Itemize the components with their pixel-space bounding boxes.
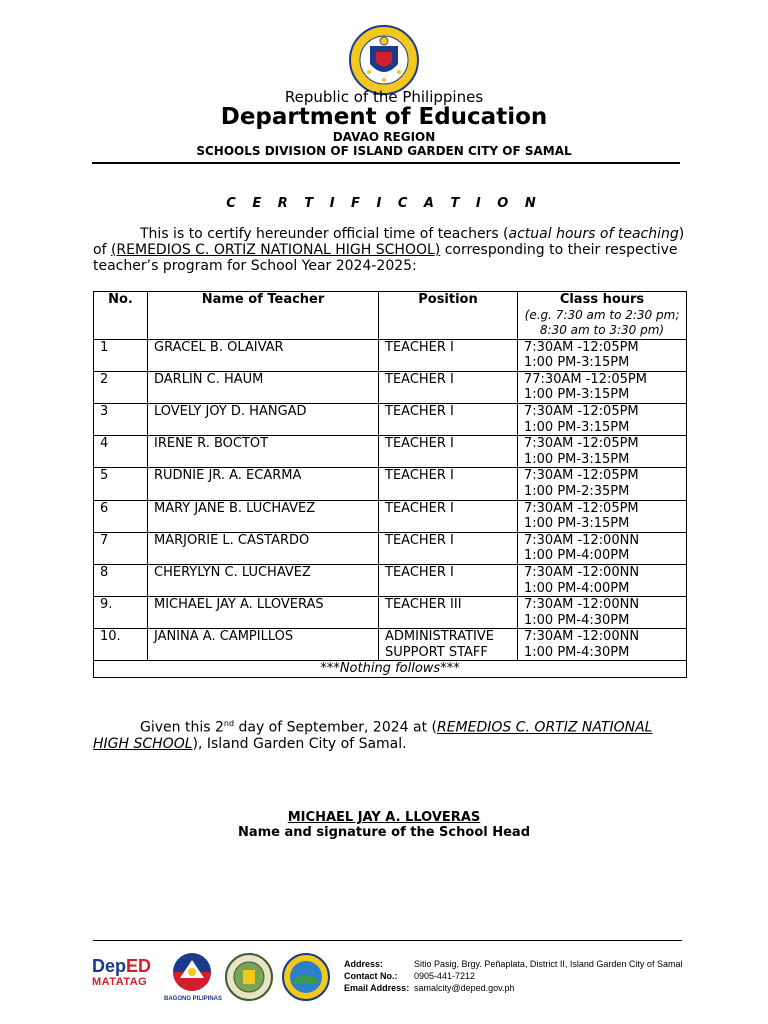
- teachers-table: [93, 291, 687, 678]
- class-hours-example: (e.g. 7:30 am to 2:30 pm; 8:30 am to 3:30 pm): [524, 307, 680, 337]
- bagong-pilipinas-icon: [169, 950, 215, 992]
- school-name: (REMEDIOS C. ORTIZ NATIONAL HIGH SCHOOL): [110, 242, 441, 258]
- class-hours: 7:30AM -12:05PM 1:00 PM-3:15PM: [518, 436, 687, 468]
- teacher-name: GRACEL B. OLAIVAR: [148, 339, 379, 371]
- row-number: 5: [94, 468, 148, 500]
- certification-intro: This is to certify hereunder official time of teachers (actual hours of teaching) of (REMEDIOS C. ORTIZ NATIONAL HIGH SCHOOL) corresponding to their respective teacher’s program for School Year 2024-2025:: [93, 226, 685, 274]
- row-number: 2: [94, 371, 148, 403]
- class-hours: 7:30AM -12:05PM 1:00 PM-3:15PM: [518, 403, 687, 435]
- class-hours: 7:30AM -12:05PM 1:00 PM-3:15PM: [518, 339, 687, 371]
- class-hours: 7:30AM -12:05PM 1:00 PM-2:35PM: [518, 468, 687, 500]
- teacher-name: IRENE R. BOCTOT: [148, 436, 379, 468]
- row-number: 8: [94, 564, 148, 596]
- teacher-position: TEACHER III: [379, 597, 518, 629]
- school-head-name: MICHAEL JAY A. LLOVERAS: [287, 810, 481, 825]
- contact-info: Address: Sitio Pasig, Brgy. Peñaplata, District II, Island Garden City of Samal Contact No.: 0905-441-7212 Email Address: samalcity@deped.gov.ph: [344, 959, 683, 993]
- row-number: 1: [94, 339, 148, 371]
- teacher-name: MARJORIE L. CASTARDO: [148, 532, 379, 564]
- department-title: Department of Education: [220, 104, 548, 130]
- given-school-name: REMEDIOS C. ORTIZ NATIONAL HIGH SCHOOL: [93, 719, 653, 752]
- row-number: 7: [94, 532, 148, 564]
- col-header-no: No.: [94, 292, 148, 340]
- region-label: DAVAO REGION: [332, 130, 436, 144]
- given-statement: Given this 2nd day of September, 2024 at (REMEDIOS C. ORTIZ NATIONAL HIGH SCHOOL), Island Garden City of Samal.: [93, 719, 653, 752]
- class-hours: 7:30AM -12:00NN 1:00 PM-4:30PM: [518, 597, 687, 629]
- bagong-pilipinas-logo: BAGONG PILIPINAS: [164, 950, 220, 1004]
- col-header-name: Name of Teacher: [148, 292, 379, 340]
- class-hours: 7:30AM -12:00NN 1:00 PM-4:30PM: [518, 629, 687, 661]
- class-hours: 77:30AM -12:05PM 1:00 PM-3:15PM: [518, 371, 687, 403]
- table-row: [94, 532, 687, 564]
- division-label: SCHOOLS DIVISION OF ISLAND GARDEN CITY OF SAMAL: [196, 144, 572, 158]
- table-row: [94, 436, 687, 468]
- teacher-position: TEACHER I: [379, 468, 518, 500]
- row-number: 10.: [94, 629, 148, 661]
- teacher-position: ADMINISTRATIVE SUPPORT STAFF: [379, 629, 518, 661]
- row-number: 4: [94, 436, 148, 468]
- teacher-position: TEACHER I: [379, 403, 518, 435]
- table-header-row: [94, 292, 687, 340]
- row-number: 3: [94, 403, 148, 435]
- teacher-name: DARLIN C. HAUM: [148, 371, 379, 403]
- nothing-follows: ***Nothing follows***: [94, 661, 687, 678]
- col-header-position: Position: [379, 292, 518, 340]
- table-row: [94, 597, 687, 629]
- table-row: [94, 629, 687, 661]
- teacher-name: MARY JANE B. LUCHAVEZ: [148, 500, 379, 532]
- teacher-name: JANINA A. CAMPILLOS: [148, 629, 379, 661]
- table-row: [94, 500, 687, 532]
- table-row: [94, 468, 687, 500]
- certification-title: C E R T I F I C A T I O N: [226, 196, 542, 211]
- table-row: [94, 403, 687, 435]
- school-head-role: Name and signature of the School Head: [237, 825, 531, 840]
- class-hours: 7:30AM -12:00NN 1:00 PM-4:00PM: [518, 532, 687, 564]
- contact-value: 0905-441-7212: [414, 971, 476, 981]
- row-number: 6: [94, 500, 148, 532]
- class-hours: 7:30AM -12:00NN 1:00 PM-4:00PM: [518, 564, 687, 596]
- teacher-name: LOVELY JOY D. HANGAD: [148, 403, 379, 435]
- table-row: [94, 371, 687, 403]
- city-seal-icon: [280, 952, 332, 1002]
- col-header-class-hours: Class hours (e.g. 7:30 am to 2:30 pm; 8:30 am to 3:30 pm): [518, 292, 687, 340]
- deped-seal-logo: [346, 24, 422, 96]
- teacher-position: TEACHER I: [379, 371, 518, 403]
- teacher-position: TEACHER I: [379, 436, 518, 468]
- republic-label: Republic of the Philippines: [284, 88, 484, 106]
- division-seal-icon: [224, 952, 274, 1002]
- footer-divider: [93, 940, 682, 941]
- table-row: [94, 564, 687, 596]
- header-divider: [92, 162, 680, 164]
- nothing-follows-row: [94, 661, 687, 678]
- teacher-name: CHERYLYN C. LUCHAVEZ: [148, 564, 379, 596]
- teacher-name: RUDNIE JR. A. ECARMA: [148, 468, 379, 500]
- teacher-position: TEACHER I: [379, 500, 518, 532]
- table-row: [94, 339, 687, 371]
- teacher-position: TEACHER I: [379, 532, 518, 564]
- teacher-position: TEACHER I: [379, 339, 518, 371]
- teacher-name: MICHAEL JAY A. LLOVERAS: [148, 597, 379, 629]
- row-number: 9.: [94, 597, 148, 629]
- teacher-position: TEACHER I: [379, 564, 518, 596]
- address-value: Sitio Pasig, Brgy. Peñaplata, District II, Island Garden City of Samal: [414, 959, 683, 969]
- deped-matatag-logo: DepED MATATAG: [92, 956, 152, 988]
- class-hours: 7:30AM -12:05PM 1:00 PM-3:15PM: [518, 500, 687, 532]
- email-value: samalcity@deped.gov.ph: [414, 983, 515, 993]
